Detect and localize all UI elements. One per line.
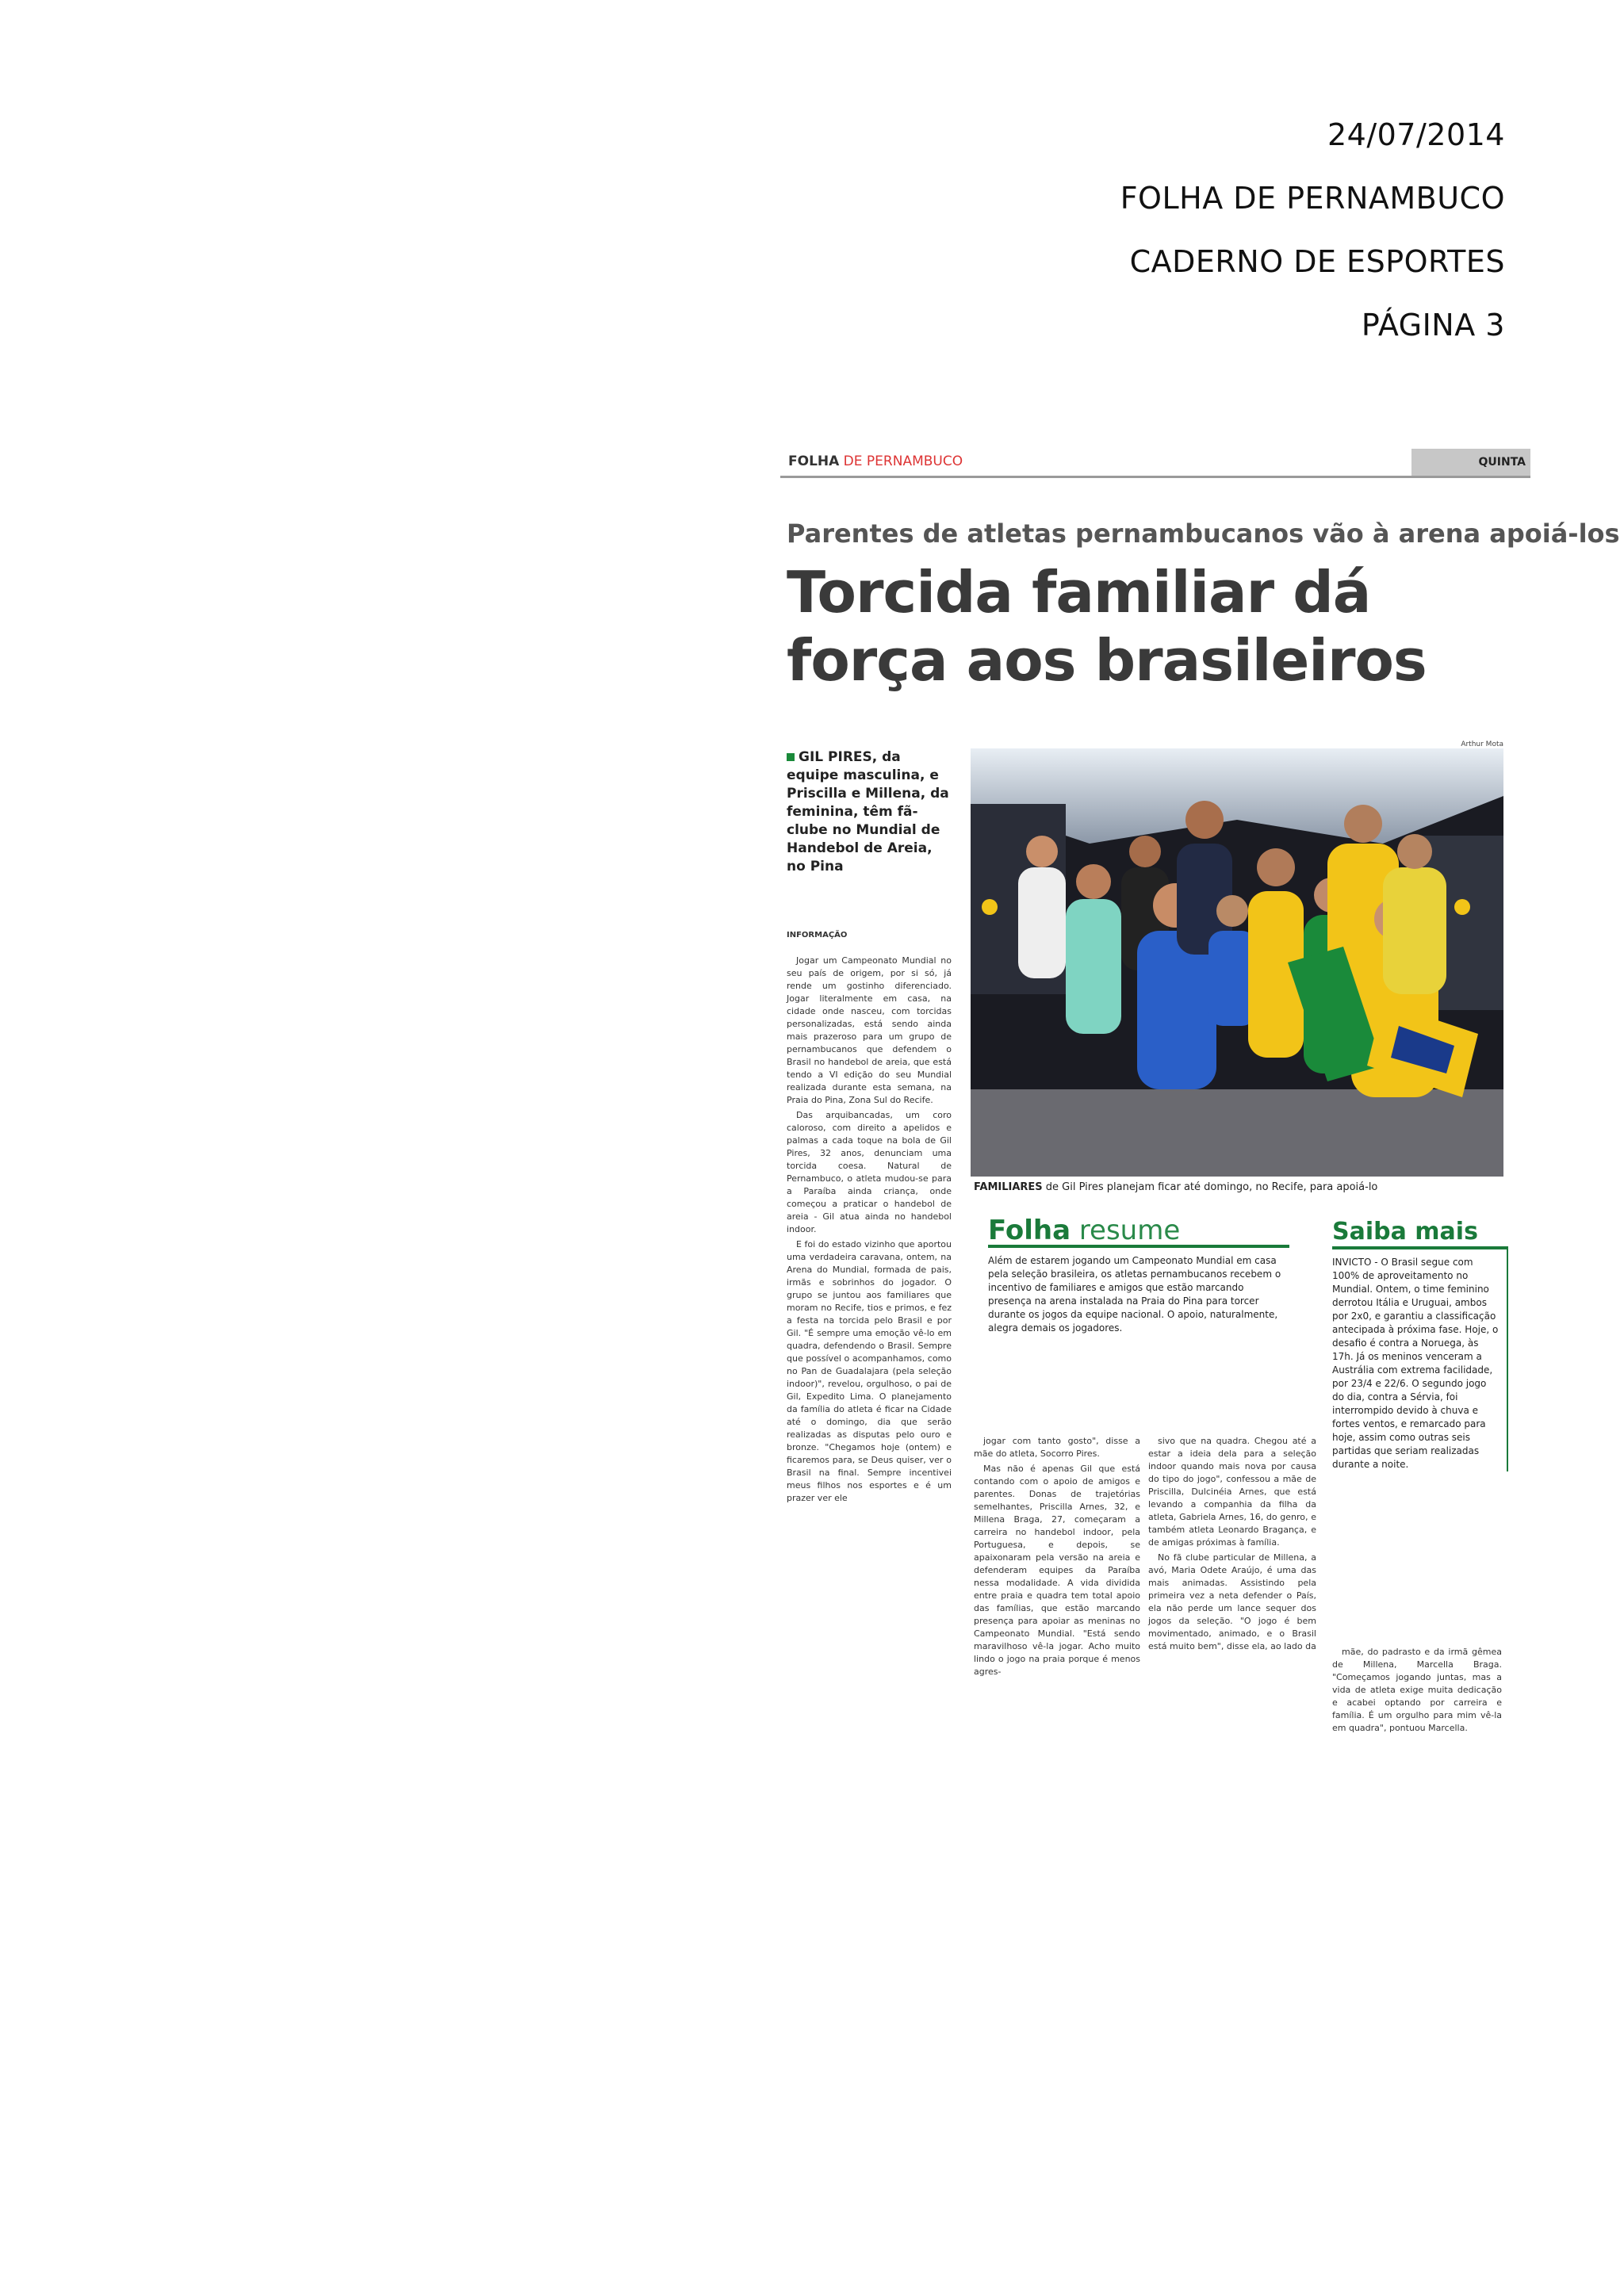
col1-paragraph: Jogar um Campeonato Mundial no seu país de origem, por si só, já rende um gostinho diferenciado. Jogar literalmente em casa, na cidade onde nasceu, com torcidas personalizadas, está sendo ainda mais prazeroso para um grupo de pernambucanos que defendem o Brasil no handebol de areia, que está tendo a VI edição do seu Mundial realizada durante esta semana, na Praia do Pina, Zona Sul do Recife.	[787, 955, 952, 1105]
lede-bullet-icon	[787, 753, 795, 761]
caption-lead: FAMILIARES	[974, 1181, 1043, 1193]
saiba-mais-title: Saiba mais	[1332, 1218, 1478, 1246]
folha-resume-text: Além de estarem jogando um Campeonato Mundial em casa pela seleção brasileira, os atletas pernambucanos recebem o incentivo de familiares e amigos que estão marcando presença na arena instalada na Praia do Pina para torcer durante os jogos da equipe nacional. O apoio, naturalmente, alegra demais os jogadores.	[988, 1255, 1281, 1334]
article-headline	[787, 558, 1427, 695]
col1-paragraph: E foi do estado vizinho que aportou uma verdadeira caravana, ontem, na Arena do Mundial, formada de pais, irmãs e sobrinhos do jogador. O grupo se juntou aos familiares que moram no Recife, tios e primos, e fez a festa na torcida pelo Brasil e por Gil. "É sempre uma emoção vê-lo em quadra, defendendo o Brasil. Sempre que possível o acompanhamos, como no Pan de Guadalajara (pela seleção indoor)", revelou, orgulhoso, o pai de Gil, Expedito Lima. O planejamento da família do atleta é ficar na Cidade até o domingo, dia que serão realizadas as disputas pelo ouro e bronze. "Chegamos hoje (ontem) e ficaremos para, se Deus quiser, ver o Brasil na final. Sempre incentivei meus filhos nos esportes e é um prazer ver ele	[787, 1239, 952, 1503]
publication-name: FOLHA DE PERNAMBUCO	[1120, 181, 1505, 216]
article-photo	[971, 748, 1503, 1177]
article-column-4	[1332, 1646, 1502, 1789]
lede-text: GIL PIRES, da equipe masculina, e Priscilla e Millena, da feminina, têm fã-clube no Mundial de Handebol de Areia, no Pina	[787, 749, 949, 874]
photo-credit: Arthur Mota	[1461, 740, 1503, 748]
saiba-mais-box	[1332, 1246, 1508, 1471]
saiba-mais-text: INVICTO - O Brasil segue com 100% de aproveitamento no Mundial. Ontem, o time feminino derrotou Itália e Uruguai, ambos por 2x0, e garantiu a classificação antecipada à próxima fase. Hoje, o desafio é contra a Noruega, às 17h. Já os meninos venceram a Austrália com extrema facilidade, por 23/4 e 22/6. O segundo jogo do dia, contra a Sérvia, foi interrompido devido à chuva e fortes ventos, e remarcado para hoje, assim como outras seis partidas que seriam realizadas durante a noite.	[1332, 1257, 1499, 1470]
col2-paragraph: jogar com tanto gosto", disse a mãe do atleta, Socorro Pires.	[974, 1436, 1140, 1459]
article-column-2	[974, 1435, 1140, 1789]
newspaper-clipping	[780, 449, 1620, 1812]
newspaper-masthead	[780, 449, 1530, 478]
col2-paragraph: Mas não é apenas Gil que está contando com o apoio de amigos e parentes. Donas de trajetórias semelhantes, Priscilla Arnes, 32, e Millena Braga, 27, começaram a carreira no handebol indoor, pela Portuguesa, e depois, se apaixonaram pela versão na areia e defenderam equipes da Paraíba nessa modalidade. A vida dividida entre praia e quadra tem total apoio das famílias, que estão marcando presença para apoiar as meninas no Campeonato Mundial. "Está sendo maravilhoso vê-la jogar. Acho muito lindo o jogo na praia porque é menos agres-	[974, 1464, 1140, 1677]
article-section-label: INFORMAÇÃO	[787, 931, 848, 939]
article-kicker: Parentes de atletas pernambucanos vão à arena apoiá-los	[787, 519, 1620, 549]
folha-resume-box	[988, 1245, 1289, 1335]
col3-paragraph: sivo que na quadra. Chegou até a estar a ideia dela para a seleção indoor quando mais nova por causa do tipo do jogo", confessou a mãe de Priscilla, Dulcinéia Arnes, que está levando a companhia da filha da atleta, Gabriela Arnes, 16, do genro, e também atleta Leonardo Bragança, e de amigas próximas à família.	[1148, 1436, 1316, 1548]
caption-text: de Gil Pires planejam ficar até domingo, no Recife, para apoiá-lo	[1042, 1181, 1378, 1193]
section-name: CADERNO DE ESPORTES	[1129, 244, 1505, 279]
col3-paragraph: No fã clube particular de Millena, a avó, Maria Odete Araújo, é uma das mais animadas. Assistindo pela primeira vez a neta defender o País, ela não perde um lance sequer dos jogos da seleção. "O jogo é bem movimentado, animado, e o Brasil está muito bem", disse ela, ao lado da	[1148, 1552, 1316, 1651]
resume-title-light: resume	[1071, 1215, 1181, 1246]
resume-title-bold: Folha	[988, 1215, 1071, 1246]
headline-line-2: força aos brasileiros	[787, 627, 1427, 694]
article-column-3	[1148, 1435, 1316, 1789]
page-number: PÁGINA 3	[1361, 308, 1505, 342]
family-group-photo	[971, 748, 1503, 1177]
article-lede	[787, 748, 953, 876]
col1-paragraph: Das arquibancadas, um coro caloroso, com direito a apelidos e palmas a cada toque na bola de Gil Pires, 32 anos, denunciam uma torcida coesa. Natural de Pernambuco, o atleta mudou-se para a Paraíba ainda criança, onde começou a praticar o handebol de areia - Gil atua ainda no handebol indoor.	[787, 1110, 952, 1234]
article-column-1	[787, 955, 952, 1789]
masthead-day: QUINTA	[1411, 449, 1530, 476]
photo-caption	[974, 1181, 1513, 1193]
masthead-logo-main: FOLHA	[788, 453, 840, 469]
masthead-logo-sub: DE PERNAMBUCO	[839, 453, 963, 469]
masthead-logo	[788, 453, 963, 469]
folha-resume-title	[988, 1215, 1180, 1246]
col4-paragraph: mãe, do padrasto e da irmã gêmea de Millena, Marcella Braga. "Começamos jogando juntas, mas a vida de atleta exige muita dedicação e acabei optando por carreira e família. É um orgulho para mim vê-la em quadra", pontuou Marcella.	[1332, 1647, 1502, 1733]
document-metadata	[1120, 103, 1505, 357]
headline-line-1: Torcida familiar dá	[787, 559, 1371, 626]
clipping-date: 24/07/2014	[1327, 117, 1505, 152]
